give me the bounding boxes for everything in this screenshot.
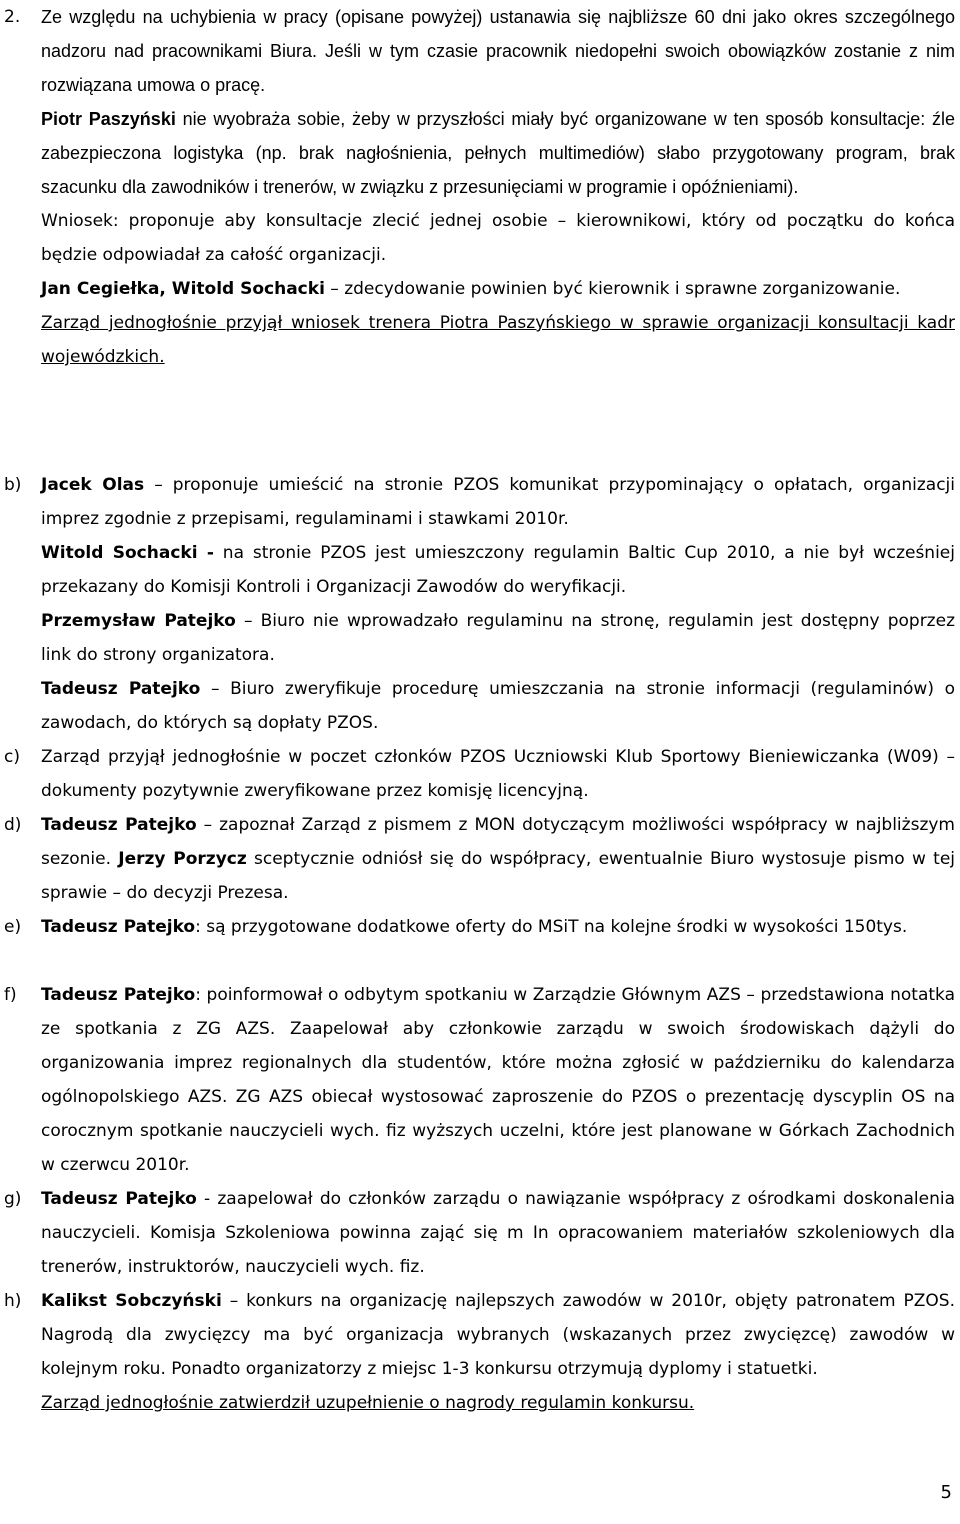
speaker-name: Tadeusz Patejko xyxy=(41,917,196,937)
speaker-name: Piotr Paszyński xyxy=(41,109,176,129)
speaker-name: Przemysław Patejko xyxy=(41,611,236,631)
paragraph-tadeusz-patejko: Tadeusz Patejko – Biuro zweryfikuje procedurę umieszczania na stronie informacji (regulaminów) o zawodach, do których są dopłaty PZOS. xyxy=(41,679,955,733)
paragraph-mon: Tadeusz Patejko – zapoznał Zarząd z pismem z MON dotyczącym możliwości współpracy w najbliższym sezonie. Jerzy Porzycz sceptycznie odniósł się do współpracy, ewentualnie Biuro wystosuje pismo w tej sprawie – do decyzji Prezesa. xyxy=(41,815,956,903)
list-marker: h) xyxy=(4,1291,22,1311)
paragraph-new-member: Zarząd przyjął jednogłośnie w poczet członków PZOS Uczniowski Klub Sportowy Bieniewiczanka (W09) – dokumenty pozytywnie zweryfikowane przez komisję licencyjną. xyxy=(41,747,955,801)
paragraph-supervision: Ze względu na uchybienia w pracy (opisane powyżej) ustanawia się najbliższe 60 dni jako okres szczególnego nadzoru nad pracownikami Biura. Jeśli w tym czasie pracownik niedopełni swoich obowiązków zostanie z nim rozwiązana umowa o pracę. xyxy=(41,7,955,95)
paragraph-paszynski: Piotr Paszyński nie wyobraża sobie, żeby w przyszłości miały być organizowane w ten sposób konsultacje: źle zabezpieczona logistyka (np. brak nagłośnienia, pełnych multimediów) słabo przygotowany program, brak szacunku dla zawodników i trenerów, w związku z przesunięciami w programie i opóźnieniami). xyxy=(41,109,956,197)
speaker-name: Tadeusz Patejko xyxy=(41,985,196,1005)
paragraph-azs: Tadeusz Patejko: poinformował o odbytym spotkaniu w Zarządzie Głównym AZS – przedstawiona notatka ze spotkania z ZG AZS. Zaapelował aby członkowie zarządu w swoich środowiskach dążyli do organizowania imprez regionalnych dla studentów, które można zgłosić w październiku do kalendarza ogólnopolskiego AZS. ZG AZS obiecał wystosować zaproszenie do PZOS o prezentację dyscyplin OS na corocznym spotkanie nauczycieli wych. fiz wyższych uczelni, które jest planowane w Górkach Zachodnich w czerwcu 2010r. xyxy=(41,985,955,1175)
list-marker: f) xyxy=(4,985,17,1005)
paragraph-sochacki: Witold Sochacki - na stronie PZOS jest umieszczony regulamin Baltic Cup 2010, a nie był wcześniej przekazany do Komisji Kontroli i Organizacji Zawodów do weryfikacji. xyxy=(41,543,955,597)
speaker-name: Witold Sochacki - xyxy=(41,543,214,563)
list-item-h xyxy=(0,1284,956,1420)
paragraph-competition: Kalikst Sobczyński – konkurs na organizację najlepszych zawodów w 2010r, objęty patronatem PZOS. Nagrodą dla zwycięzcy ma być organizacja wybranych (wskazanych przez zwycięzcę) zawodów w kolejnym roku. Ponadto organizatorzy z miejsc 1-3 konkursu otrzymują dyplomy i statuetki. xyxy=(41,1291,955,1379)
list-marker: d) xyxy=(4,815,22,835)
speaker-name: Jan Cegiełka, Witold Sochacki xyxy=(41,279,325,299)
list-marker: g) xyxy=(4,1189,22,1209)
speaker-name: Jerzy Porzycz xyxy=(118,849,247,869)
list-marker: c) xyxy=(4,747,20,767)
list-item-f xyxy=(0,978,956,1182)
paragraph-cegielka-sochacki: Jan Cegiełka, Witold Sochacki – zdecydowanie powinien być kierownik i sprawne zorganizowanie. xyxy=(41,279,901,299)
list-item-e xyxy=(0,910,956,944)
speaker-name: Jacek Olas xyxy=(41,475,145,495)
paragraph-przemyslaw-patejko: Przemysław Patejko – Biuro nie wprowadzało regulaminu na stronę, regulamin jest dostępny poprzez link do strony organizatora. xyxy=(41,611,955,665)
speaker-name: Tadeusz Patejko xyxy=(41,1189,197,1209)
paragraph-msit: Tadeusz Patejko: są przygotowane dodatkowe oferty do MSiT na kolejne środki w wysokości 150tys. xyxy=(41,917,908,937)
list-marker: 2. xyxy=(4,7,21,27)
list-item-g xyxy=(0,1182,956,1284)
paragraph-olas: Jacek Olas – proponuje umieścić na stronie PZOS komunikat przypominający o opłatach, organizacji imprez zgodnie z przepisami, regulaminami i stawkami 2010r. xyxy=(41,475,955,529)
speaker-name: Tadeusz Patejko xyxy=(41,815,197,835)
resolution-text: Zarząd jednogłośnie zatwierdził uzupełnienie o nagrody regulamin konkursu. xyxy=(41,1393,695,1413)
list-item-d xyxy=(0,808,956,910)
list-item-2 xyxy=(0,0,956,374)
resolution-text: Zarząd jednogłośnie przyjął wniosek trenera Piotra Paszyńskiego w sprawie organizacji konsultacji kadr wojewódzkich. xyxy=(41,313,955,367)
speaker-name: Tadeusz Patejko xyxy=(41,679,201,699)
list-item-b xyxy=(0,468,956,740)
list-item-c xyxy=(0,740,956,808)
list-marker: b) xyxy=(4,475,22,495)
page-number: 5 xyxy=(940,1482,952,1503)
speaker-name: Kalikst Sobczyński xyxy=(41,1291,222,1311)
paragraph-teacher-training: Tadeusz Patejko - zaapelował do członków zarządu o nawiązanie współpracy z ośrodkami doskonalenia nauczycieli. Komisja Szkoleniowa powinna zająć się m In opracowaniem materiałów szkoleniowych dla trenerów, instruktorów, nauczycieli wych. fiz. xyxy=(41,1189,955,1277)
list-marker: e) xyxy=(4,917,22,937)
paragraph-motion: Wniosek: proponuje aby konsultacje zlecić jednej osobie – kierownikowi, który od początku do końca będzie odpowiadał za całość organizacji. xyxy=(41,211,955,265)
